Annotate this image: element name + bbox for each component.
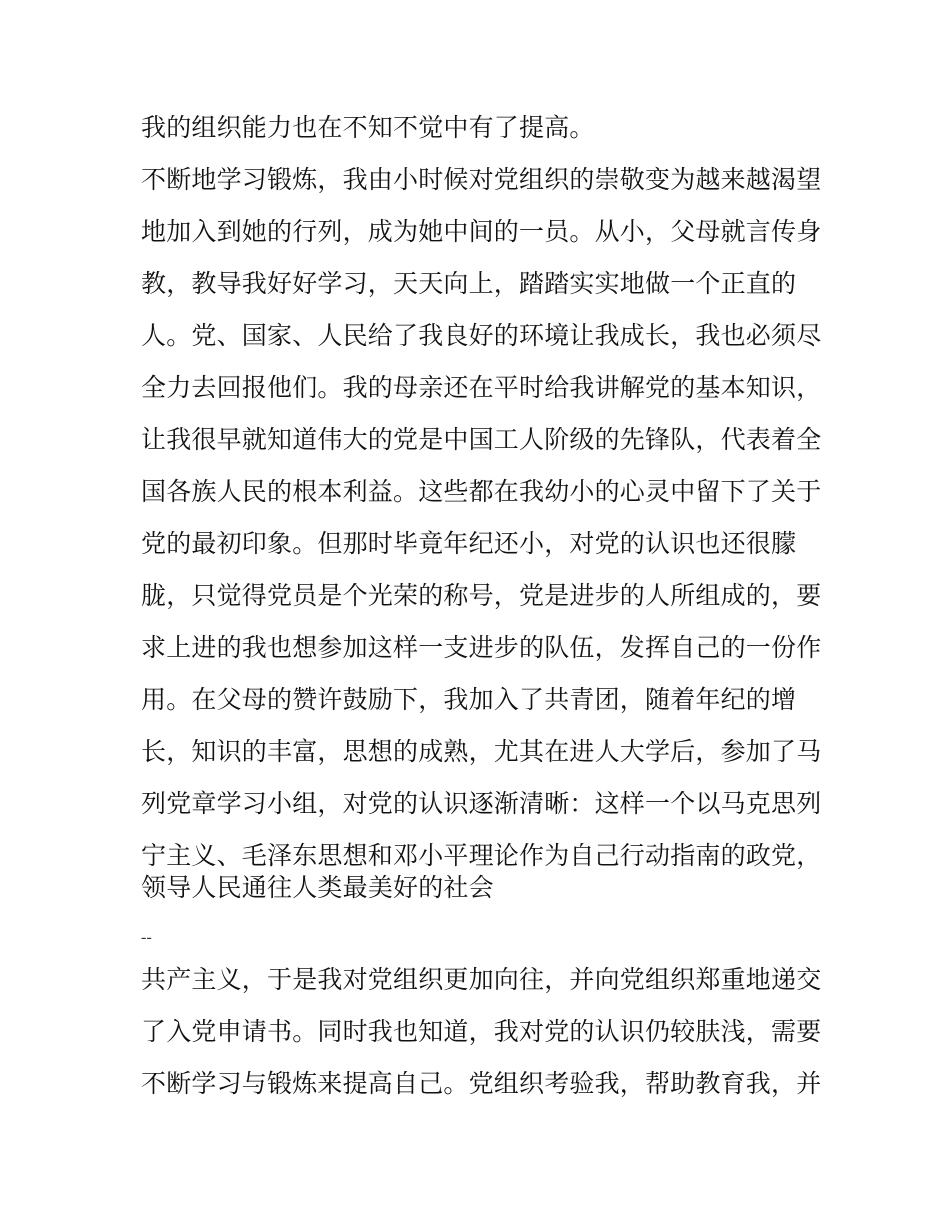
text-line: 不断学习与锻炼来提高自己。党组织考验我，帮助教育我，并 <box>141 1069 822 1098</box>
text-line: 共产主义，于是我对党组织更加向往，并向党组织郑重地递交 <box>141 965 822 994</box>
page-separator: -- <box>141 929 153 946</box>
text-line: 宁主义、毛泽东思想和邓小平理论作为自己行动指南的政党， <box>141 841 822 870</box>
text-line: 党的最初印象。但那时毕竟年纪还小，对党的认识也还很朦 <box>141 529 797 558</box>
text-line: 人。党、国家、人民给了我良好的环境让我成长，我也必须尽 <box>141 321 822 350</box>
text-line: 领导人民通往人类最美好的社会 <box>141 873 494 902</box>
text-line: 我的组织能力也在不知不觉中有了提高。 <box>141 113 595 142</box>
text-line: 全力去回报他们。我的母亲还在平时给我讲解党的基本知识， <box>141 373 822 402</box>
text-line: 让我很早就知道伟大的党是中国工人阶级的先锋队，代表着全 <box>141 425 822 454</box>
text-line: 长，知识的丰富，思想的成熟，尤其在进人大学后，参加了马 <box>141 737 822 766</box>
text-line: 国各族人民的根本利益。这些都在我幼小的心灵中留下了关于 <box>141 477 822 506</box>
text-line: 地加入到她的行列，成为她中间的一员。从小，父母就言传身 <box>141 217 822 246</box>
text-line: 教，教导我好好学习，天天向上，踏踏实实地做一个正直的 <box>141 269 797 298</box>
text-line: 用。在父母的赞许鼓励下，我加入了共青团，随着年纪的增 <box>141 685 797 714</box>
text-line: 列党章学习小组，对党的认识逐渐清晰：这样一个以马克思列 <box>141 789 822 818</box>
text-line: 胧，只觉得党员是个光荣的称号，党是进步的人所组成的，要 <box>141 581 822 610</box>
text-line: 了入党申请书。同时我也知道，我对党的认识仍较肤浅，需要 <box>141 1017 822 1046</box>
text-line: 求上进的我也想参加这样一支进步的队伍，发挥自己的一份作 <box>141 633 822 662</box>
text-line: 不断地学习锻炼，我由小时候对党组织的崇敬变为越来越渴望 <box>141 165 822 194</box>
